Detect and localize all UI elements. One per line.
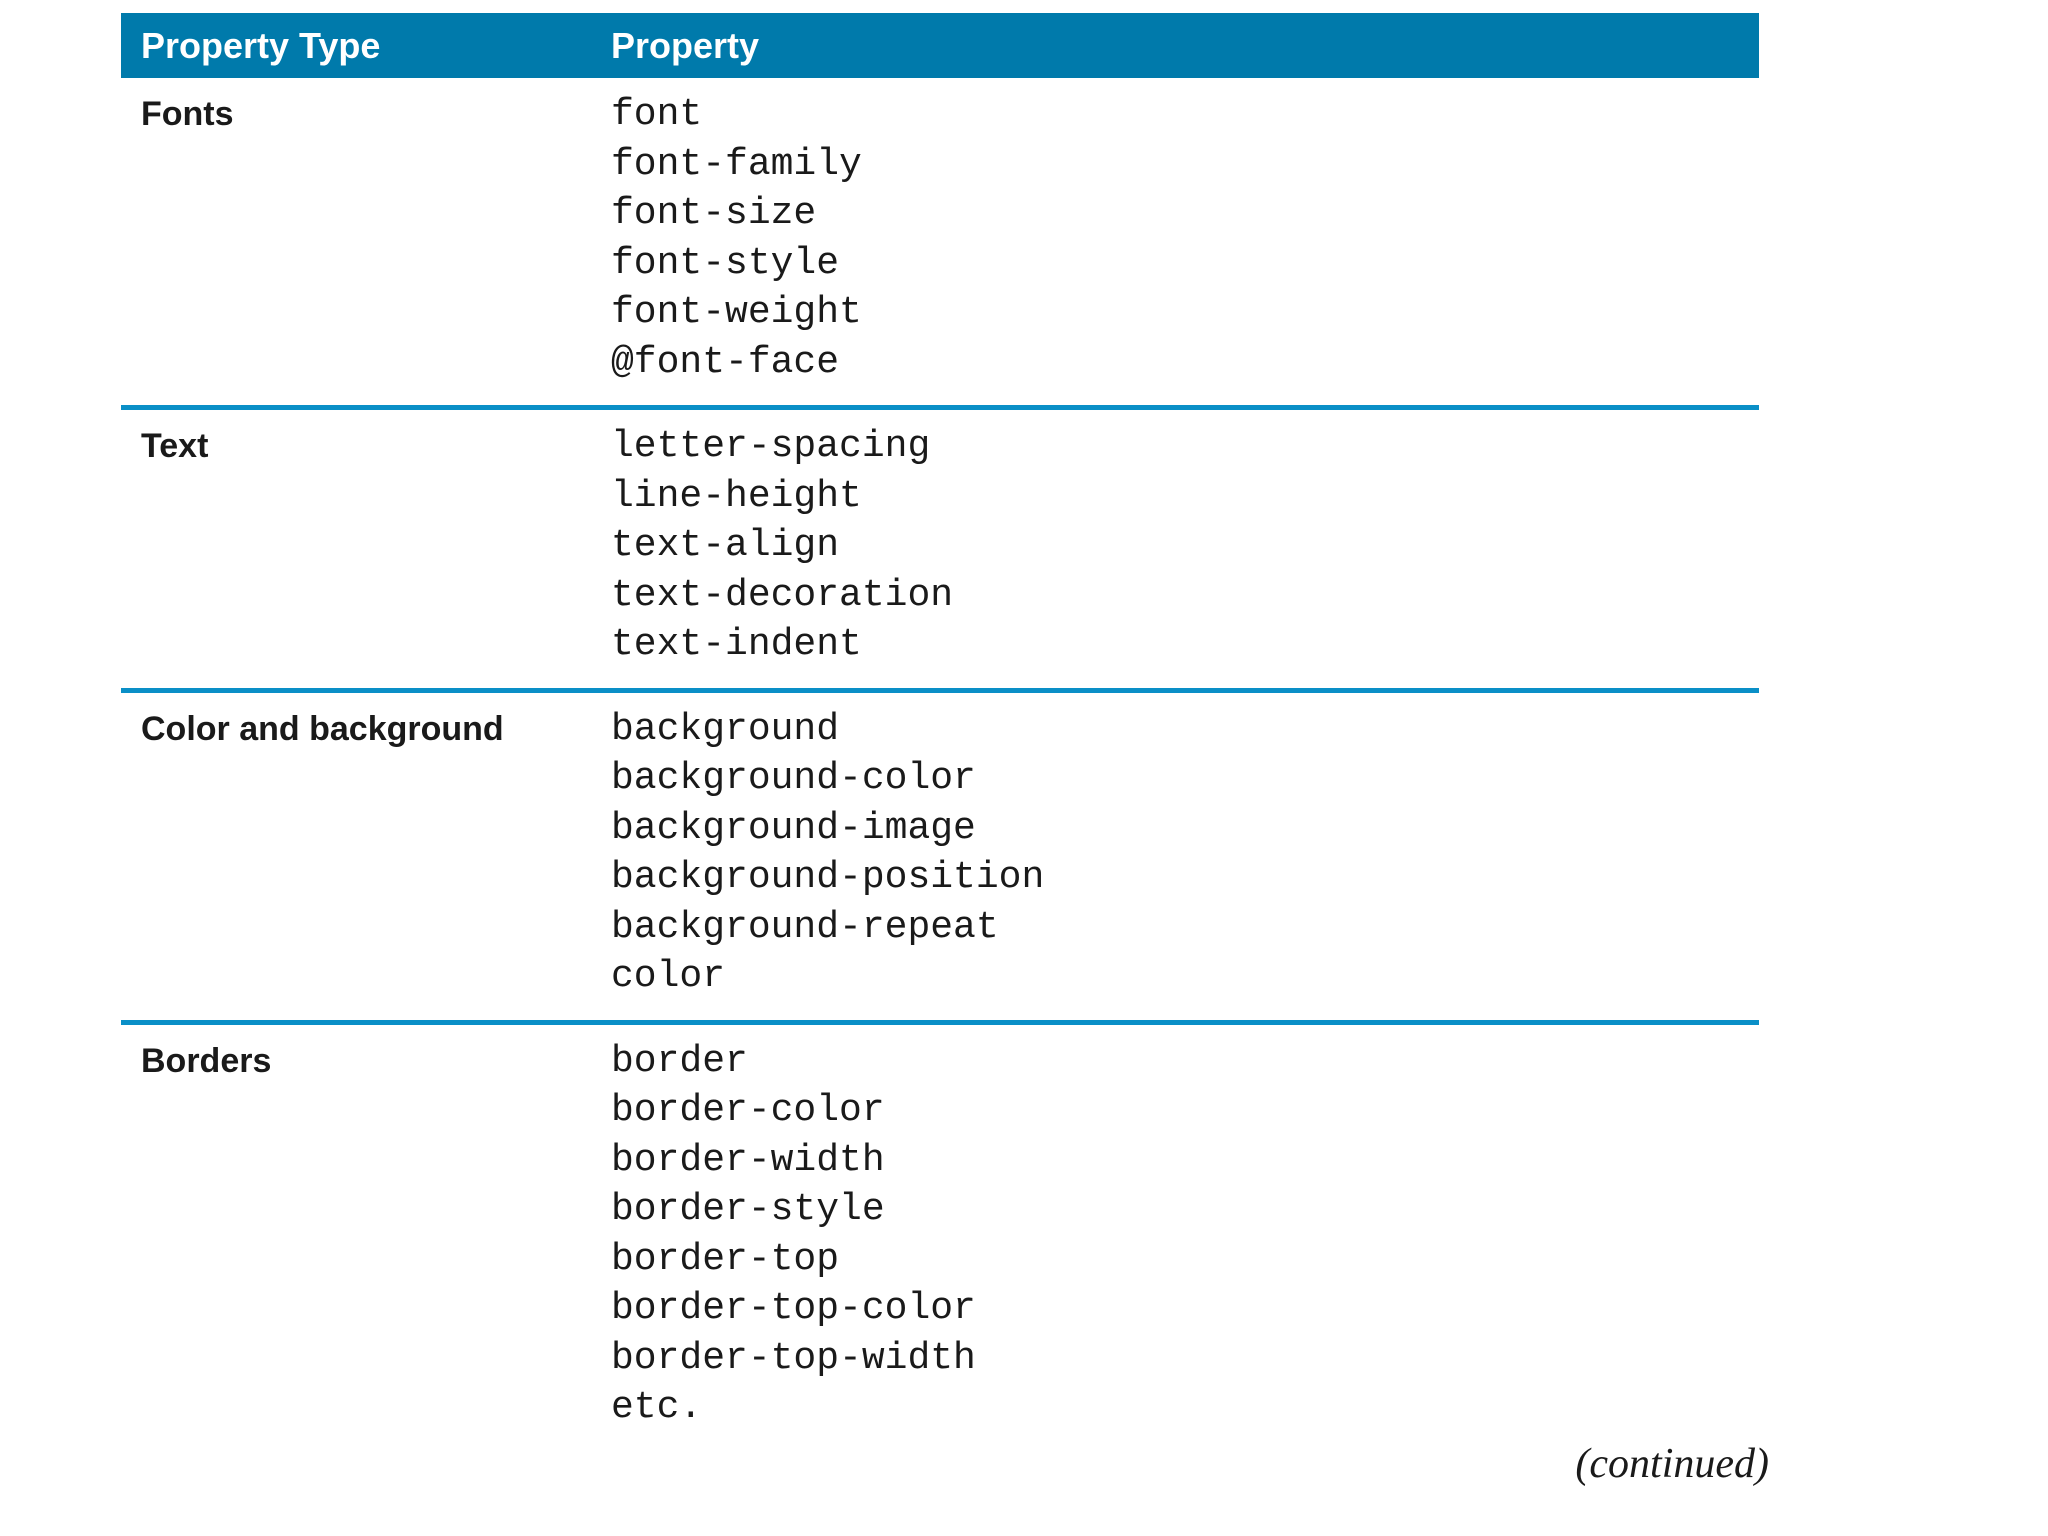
property-list <box>611 705 1759 1002</box>
css-properties-table <box>121 13 1759 1451</box>
table-row-fonts <box>121 78 1759 410</box>
table-row-borders <box>121 1025 1759 1451</box>
row-type-label: Color and background <box>141 709 504 748</box>
property-item: @font-face <box>611 340 840 384</box>
property-item: text-align <box>611 524 840 567</box>
property-list <box>611 1037 1759 1433</box>
property-item: background-repeat <box>611 905 999 949</box>
property-item: border-width <box>611 1138 885 1182</box>
table-header <box>121 13 1759 78</box>
property-item: font-weight <box>611 291 862 334</box>
table-row-color-and-background <box>121 693 1759 1025</box>
continued-note: (continued) <box>1575 1441 1769 1487</box>
property-list <box>611 90 1759 387</box>
header-property: Property <box>611 24 760 66</box>
property-item: background-image <box>611 806 976 850</box>
property-item: border-top-width <box>611 1336 976 1380</box>
row-type-label: Borders <box>141 1041 272 1080</box>
row-type-label: Fonts <box>141 95 234 133</box>
property-item: font-family <box>611 142 862 186</box>
property-item: border-color <box>611 1089 885 1132</box>
property-item: background-color <box>611 757 976 800</box>
property-item: background-position <box>611 856 1045 899</box>
property-item: etc. <box>611 1386 703 1429</box>
property-item: background <box>611 707 840 751</box>
property-item: color <box>611 955 726 998</box>
property-item: font-size <box>611 192 817 235</box>
row-type-label: Text <box>141 427 209 465</box>
property-item: line-height <box>611 474 862 518</box>
property-item: border <box>611 1039 748 1083</box>
property-item: text-indent <box>611 623 862 666</box>
property-item: border-style <box>611 1188 885 1231</box>
property-item: letter-spacing <box>611 425 931 468</box>
property-item: font-style <box>611 241 840 285</box>
property-item: border-top <box>611 1237 840 1281</box>
property-list <box>611 422 1759 670</box>
property-item: border-top-color <box>611 1287 976 1330</box>
property-item: font <box>611 93 703 136</box>
table-row-text <box>121 410 1759 693</box>
header-property-type: Property Type <box>141 24 381 66</box>
property-item: text-decoration <box>611 573 954 617</box>
